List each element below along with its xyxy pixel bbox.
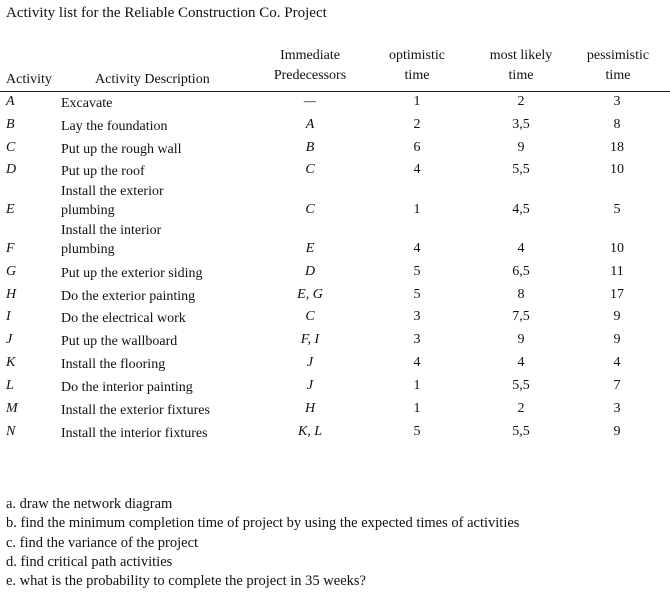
pessimistic-cell: 9 [613,424,621,439]
activity-cell: J [6,332,13,347]
most-likely-cell: 5,5 [512,162,530,177]
most-likely-cell: 5,5 [512,378,530,393]
optimistic-cell: 6 [413,140,421,155]
optimistic-cell: 4 [413,162,421,177]
most-likely-cell: 7,5 [512,309,530,324]
pessimistic-cell: 3 [613,94,621,109]
question-a: a. draw the network diagram [6,496,173,512]
optimistic-cell: 5 [413,264,421,279]
question-c: c. find the variance of the project [6,535,199,551]
predecessors-cell: E, G [297,287,323,302]
description-cell: Do the interior painting [61,380,193,395]
description-cell [61,182,164,220]
predecessors-cell: C [305,309,315,324]
pessimistic-cell: 3 [613,401,621,416]
pessimistic-cell: 9 [613,309,621,324]
header-optimistic [380,46,454,86]
header-description: Activity Description [95,72,210,87]
activity-cell: G [6,264,17,279]
header-rule [0,91,670,92]
activity-cell: H [6,287,17,302]
description-cell: Put up the rough wall [61,142,182,157]
optimistic-cell: 4 [413,355,421,370]
header-predecessors-line2: Predecessors [273,68,347,83]
predecessors-cell: C [305,202,315,217]
most-likely-cell: 8 [517,287,525,302]
header-most-likely [480,46,562,86]
description-cell: Put up the roof [61,164,145,179]
header-predecessors-line1: Immediate [280,48,340,63]
optimistic-cell: 1 [413,202,421,217]
predecessors-cell: H [304,401,316,416]
description-cell [61,221,161,259]
most-likely-cell: 2 [517,401,525,416]
optimistic-cell: 1 [413,378,421,393]
description-cell: Install the interior fixtures [61,426,208,441]
header-pessimistic-line1: pessimistic [586,48,650,63]
optimistic-cell: 4 [413,241,421,256]
question-d: d. find critical path activities [6,554,173,570]
most-likely-cell: 3,5 [512,117,530,132]
optimistic-cell: 3 [413,309,421,324]
activity-cell: B [6,117,15,132]
most-likely-cell: 5,5 [512,424,530,439]
predecessors-cell: C [305,162,315,177]
pessimistic-cell: 10 [610,241,624,256]
activity-cell: A [6,94,15,109]
predecessors-cell: K, L [297,424,323,439]
description-cell: Excavate [61,96,113,111]
description-line2: plumbing [61,242,115,257]
activity-cell: F [6,241,15,256]
description-cell: Install the flooring [61,357,166,372]
document-title: Activity list for the Reliable Construction Co. Project [6,5,327,21]
most-likely-cell: 9 [517,140,525,155]
predecessors-cell: E [305,241,315,256]
pessimistic-cell: 18 [610,140,624,155]
question-e: e. what is the probability to complete the project in 35 weeks? [6,573,366,589]
predecessors-cell: — [303,94,317,109]
description-cell: Do the exterior painting [61,289,196,304]
predecessors-cell: D [304,264,316,279]
most-likely-cell: 6,5 [512,264,530,279]
optimistic-cell: 1 [413,94,421,109]
description-line1: Install the exterior [61,184,164,199]
most-likely-cell: 4 [517,241,525,256]
description-cell: Do the electrical work [61,311,186,326]
description-line1: Install the interior [61,223,162,238]
pessimistic-cell: 11 [610,264,624,279]
optimistic-cell: 5 [413,287,421,302]
description-cell: Put up the exterior siding [61,266,203,281]
optimistic-cell: 3 [413,332,421,347]
question-b: b. find the minimum completion time of project by using the expected times of activities [6,515,520,531]
description-cell: Lay the foundation [61,119,168,134]
pessimistic-cell: 10 [610,162,624,177]
activity-cell: N [6,424,16,439]
header-most-likely-line1: most likely [489,48,553,63]
activity-cell: C [6,140,16,155]
activity-cell: L [6,378,14,393]
predecessors-cell: B [305,140,315,155]
most-likely-cell: 4,5 [512,202,530,217]
most-likely-cell: 9 [517,332,525,347]
activity-cell: I [6,309,11,324]
header-predecessors [262,46,358,86]
predecessors-cell: J [306,378,314,393]
pessimistic-cell: 7 [613,378,621,393]
optimistic-cell: 1 [413,401,421,416]
header-optimistic-line1: optimistic [389,48,445,63]
header-most-likely-line2: time [508,68,534,83]
most-likely-cell: 2 [517,94,525,109]
pessimistic-cell: 8 [613,117,621,132]
description-line2: plumbing [61,203,115,218]
description-cell: Put up the wallboard [61,334,178,349]
activity-cell: K [6,355,16,370]
pessimistic-cell: 4 [613,355,621,370]
optimistic-cell: 2 [413,117,421,132]
header-activity: Activity [6,72,52,87]
pessimistic-cell: 17 [610,287,624,302]
activity-cell: E [6,202,15,217]
header-pessimistic-line2: time [605,68,631,83]
pessimistic-cell: 5 [613,202,621,217]
predecessors-cell: J [306,355,314,370]
header-optimistic-line2: time [404,68,430,83]
description-cell: Install the exterior fixtures [61,403,210,418]
activity-cell: M [6,401,18,416]
predecessors-cell: A [305,117,315,132]
optimistic-cell: 5 [413,424,421,439]
pessimistic-cell: 9 [613,332,621,347]
most-likely-cell: 4 [517,355,525,370]
activity-cell: D [6,162,17,177]
header-pessimistic [578,46,658,86]
predecessors-cell: F, I [300,332,320,347]
